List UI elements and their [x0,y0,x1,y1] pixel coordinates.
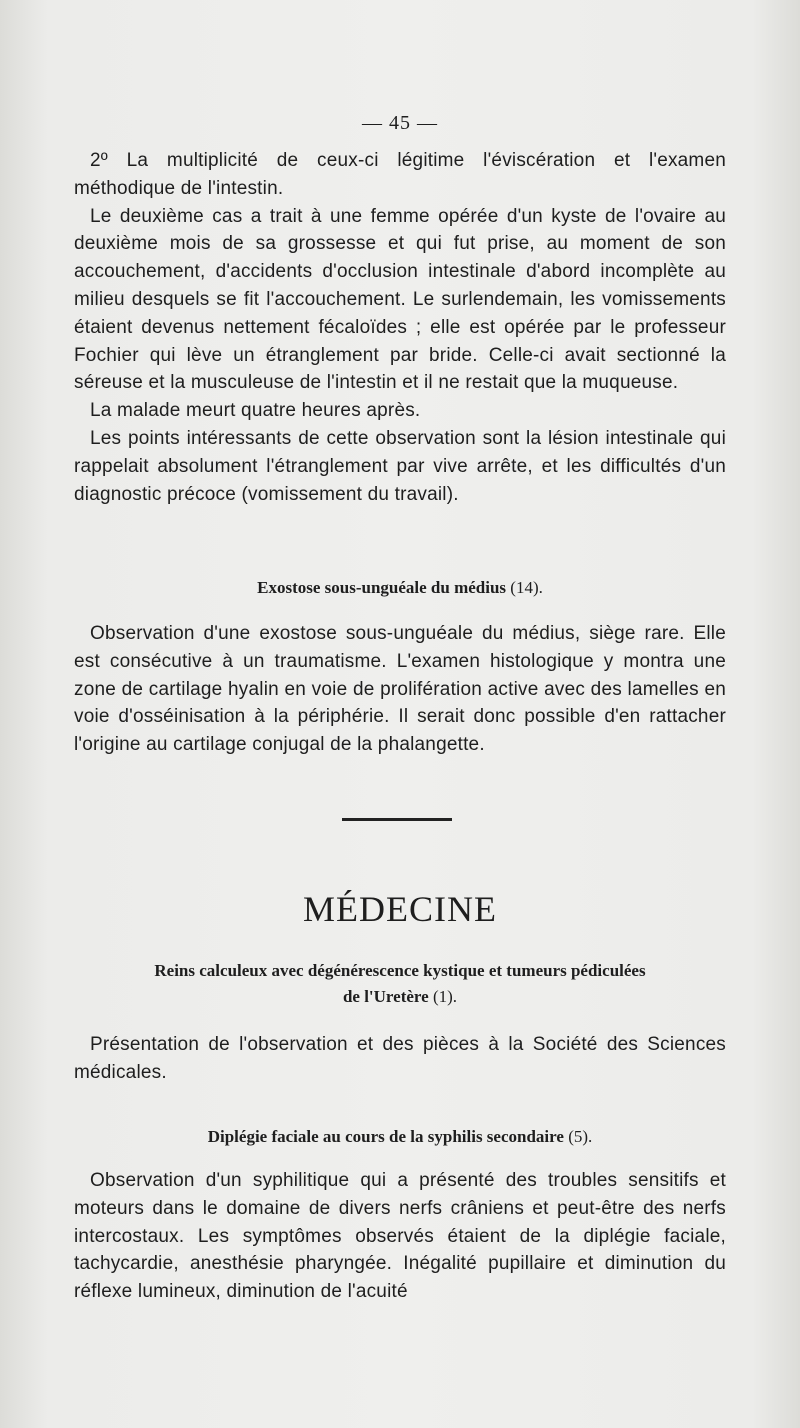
heading-reference: (1). [432,987,458,1006]
paragraph: Les points intéressants de cette observation sont la lésion intestinale qui rappelait absolument l'étranglement par vive arrête, et les difficultés d'un diagnostic précoce (vomissement du travail). [74,427,726,505]
heading-exostose [74,575,726,601]
text-block-intestin [74,147,726,508]
section-title: MÉDECINE [303,889,497,929]
heading-title-line1: Reins calculeux avec dégénérescence kystique et tumeurs pédiculées [154,961,646,980]
heading-reference: (14). [510,578,543,597]
text-block-exostose [74,620,726,759]
paragraph: 2º La multiplicité de ceux-ci légitime l'éviscération et l'examen méthodique de l'intestin. [74,150,726,199]
paragraph: Observation d'un syphilitique qui a présenté des troubles sensitifs et moteurs dans le domaine de divers nerfs crâniens et peut-être des nerfs intercostaux. Les symptômes observés étaient de la diplégie faciale, tachycardie, anesthésie pharyngée. Inégalité pupillaire et diminution du réflexe lumineux, diminution de l'acuité [74,1170,726,1303]
paragraph: La malade meurt quatre heures après. [90,400,421,422]
text-block-diplegie [74,1167,726,1306]
heading-diplegie [74,1124,726,1150]
heading-reins [74,958,726,1010]
page-number: — 45 — [362,112,438,134]
paragraph: Présentation de l'observation et des pièces à la Société des Sciences médicales. [74,1034,726,1083]
heading-reference: (5). [568,1127,593,1146]
heading-title-line2: de l'Uretère [342,987,429,1006]
paragraph: Le deuxième cas a trait à une femme opérée d'un kyste de l'ovaire au deuxième mois de sa grossesse et qui fut prise, au moment de son accouchement, d'accidents d'occlusion intestinale d'abord incomplète au milieu desquels se fit l'accouchement. Le surlendemain, les vomissements étaient devenus nettement fécaloïdes ; elle est opérée par le professeur Fochier qui lève un étranglement par bride. Celle-ci avait sectionné la séreuse et la musculeuse de l'intestin et il ne restait que la muqueuse. [74,205,726,394]
paragraph: Observation d'une exostose sous-unguéale du médius, siège rare. Elle est consécutive à un traumatisme. L'examen histologique y montra une zone de cartilage hyalin en voie de prolifération active avec des lamelles en voie d'osséinisation à la périphérie. Il serait donc possible d'en rattacher l'origine au cartilage conjugal de la phalangette. [74,623,726,756]
text-block-reins [74,1031,726,1087]
heading-title: Diplégie faciale au cours de la syphilis secondaire [207,1127,564,1146]
section-divider [342,818,452,821]
heading-title: Exostose sous-unguéale du médius [257,578,507,597]
